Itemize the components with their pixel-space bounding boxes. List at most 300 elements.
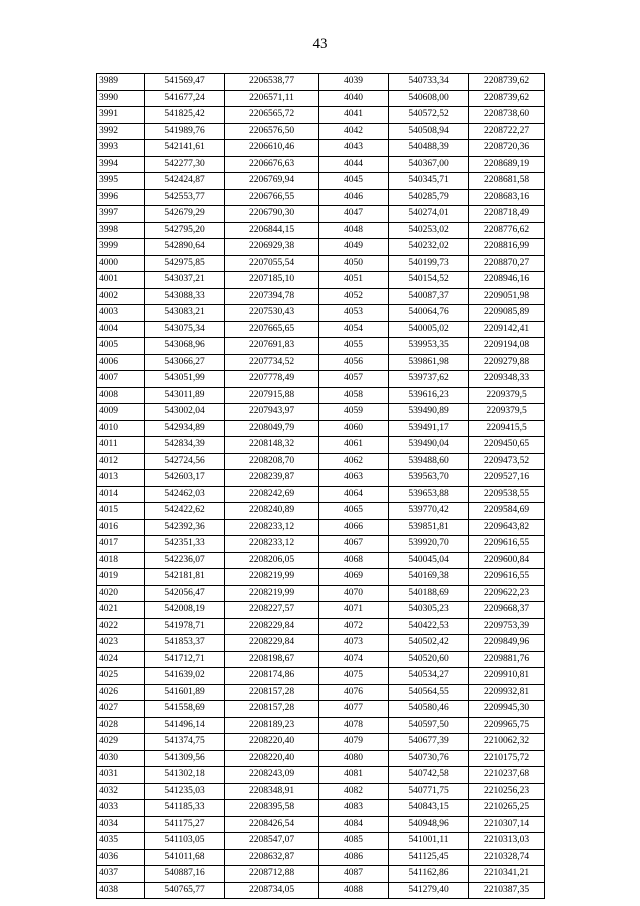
x-coordinate-right-cell: 540064,76 [389,305,469,322]
y-coordinate-left-cell: 2207394,78 [225,288,319,305]
y-coordinate-right-cell: 2208738,60 [469,107,545,124]
point-number-right-cell: 4049 [319,239,389,256]
table-row [97,486,545,503]
y-coordinate-right-cell: 2210328,74 [469,849,545,866]
table-row [97,189,545,206]
y-coordinate-left-cell: 2208220,40 [225,734,319,751]
point-number-left-cell: 4030 [97,750,145,767]
table-row [97,635,545,652]
y-coordinate-right-cell: 2209085,89 [469,305,545,322]
x-coordinate-right-cell: 540005,02 [389,321,469,338]
point-number-left-cell: 4027 [97,701,145,718]
y-coordinate-left-cell: 2208148,32 [225,437,319,454]
y-coordinate-right-cell: 2208776,62 [469,222,545,239]
x-coordinate-left-cell: 541175,27 [145,816,225,833]
x-coordinate-right-cell: 540188,69 [389,585,469,602]
y-coordinate-right-cell: 2209142,41 [469,321,545,338]
point-number-left-cell: 4018 [97,552,145,569]
y-coordinate-right-cell: 2208722,27 [469,123,545,140]
y-coordinate-left-cell: 2208049,79 [225,420,319,437]
x-coordinate-right-cell: 540305,23 [389,602,469,619]
x-coordinate-left-cell: 540887,16 [145,866,225,883]
point-number-left-cell: 4037 [97,866,145,883]
point-number-left-cell: 4034 [97,816,145,833]
point-number-left-cell: 3996 [97,189,145,206]
point-number-right-cell: 4039 [319,74,389,91]
x-coordinate-left-cell: 541496,14 [145,717,225,734]
y-coordinate-right-cell: 2209194,08 [469,338,545,355]
y-coordinate-left-cell: 2207665,65 [225,321,319,338]
x-coordinate-right-cell: 539563,70 [389,470,469,487]
table-row [97,371,545,388]
x-coordinate-right-cell: 539737,62 [389,371,469,388]
point-number-left-cell: 4006 [97,354,145,371]
point-number-right-cell: 4050 [319,255,389,272]
table-row [97,569,545,586]
y-coordinate-right-cell: 2208739,62 [469,74,545,91]
y-coordinate-left-cell: 2206929,38 [225,239,319,256]
x-coordinate-left-cell: 541712,71 [145,651,225,668]
point-number-right-cell: 4057 [319,371,389,388]
x-coordinate-right-cell: 540199,73 [389,255,469,272]
point-number-left-cell: 4002 [97,288,145,305]
x-coordinate-right-cell: 541279,40 [389,882,469,899]
x-coordinate-right-cell: 539490,04 [389,437,469,454]
y-coordinate-left-cell: 2206610,46 [225,140,319,157]
table-row [97,833,545,850]
point-number-left-cell: 4011 [97,437,145,454]
table-row [97,206,545,223]
y-coordinate-left-cell: 2206769,94 [225,173,319,190]
x-coordinate-left-cell: 542553,77 [145,189,225,206]
point-number-left-cell: 4024 [97,651,145,668]
x-coordinate-left-cell: 542679,29 [145,206,225,223]
x-coordinate-left-cell: 541185,33 [145,800,225,817]
y-coordinate-left-cell: 2206576,50 [225,123,319,140]
table-row [97,470,545,487]
y-coordinate-left-cell: 2208239,87 [225,470,319,487]
y-coordinate-right-cell: 2209584,69 [469,503,545,520]
x-coordinate-left-cell: 541235,03 [145,783,225,800]
y-coordinate-right-cell: 2208946,16 [469,272,545,289]
table-row [97,866,545,883]
y-coordinate-left-cell: 2206844,15 [225,222,319,239]
y-coordinate-left-cell: 2207185,10 [225,272,319,289]
table-row [97,255,545,272]
table-row [97,123,545,140]
table-row [97,750,545,767]
x-coordinate-left-cell: 542795,20 [145,222,225,239]
table-row [97,882,545,899]
point-number-right-cell: 4046 [319,189,389,206]
table-row [97,239,545,256]
y-coordinate-right-cell: 2208681,58 [469,173,545,190]
table-row [97,849,545,866]
y-coordinate-left-cell: 2208189,23 [225,717,319,734]
x-coordinate-right-cell: 540169,38 [389,569,469,586]
x-coordinate-right-cell: 540742,58 [389,767,469,784]
x-coordinate-right-cell: 540345,71 [389,173,469,190]
point-number-right-cell: 4076 [319,684,389,701]
point-number-left-cell: 3999 [97,239,145,256]
x-coordinate-right-cell: 540154,52 [389,272,469,289]
y-coordinate-left-cell: 2206565,72 [225,107,319,124]
y-coordinate-left-cell: 2207943,97 [225,404,319,421]
x-coordinate-left-cell: 542462,03 [145,486,225,503]
table-row [97,222,545,239]
x-coordinate-right-cell: 540520,60 [389,651,469,668]
y-coordinate-left-cell: 2206766,55 [225,189,319,206]
x-coordinate-left-cell: 541677,24 [145,90,225,107]
point-number-right-cell: 4053 [319,305,389,322]
table-row [97,288,545,305]
x-coordinate-right-cell: 540597,50 [389,717,469,734]
point-number-right-cell: 4040 [319,90,389,107]
y-coordinate-right-cell: 2209849,96 [469,635,545,652]
x-coordinate-right-cell: 539491,17 [389,420,469,437]
y-coordinate-right-cell: 2208718,49 [469,206,545,223]
y-coordinate-left-cell: 2208229,84 [225,635,319,652]
y-coordinate-right-cell: 2210307,14 [469,816,545,833]
x-coordinate-left-cell: 542236,07 [145,552,225,569]
table-row [97,585,545,602]
point-number-right-cell: 4044 [319,156,389,173]
point-number-left-cell: 4035 [97,833,145,850]
y-coordinate-right-cell: 2210341,21 [469,866,545,883]
y-coordinate-right-cell: 2209616,55 [469,569,545,586]
point-number-left-cell: 4022 [97,618,145,635]
x-coordinate-right-cell: 540232,02 [389,239,469,256]
point-number-right-cell: 4079 [319,734,389,751]
point-number-left-cell: 4013 [97,470,145,487]
x-coordinate-left-cell: 543011,89 [145,387,225,404]
point-number-left-cell: 4015 [97,503,145,520]
y-coordinate-right-cell: 2209415,5 [469,420,545,437]
point-number-right-cell: 4043 [319,140,389,157]
y-coordinate-left-cell: 2208198,67 [225,651,319,668]
point-number-left-cell: 4001 [97,272,145,289]
x-coordinate-left-cell: 541601,89 [145,684,225,701]
y-coordinate-right-cell: 2210313,03 [469,833,545,850]
point-number-right-cell: 4085 [319,833,389,850]
point-number-left-cell: 4023 [97,635,145,652]
y-coordinate-right-cell: 2209932,81 [469,684,545,701]
table-row [97,437,545,454]
point-number-left-cell: 4014 [97,486,145,503]
point-number-left-cell: 4032 [97,783,145,800]
y-coordinate-right-cell: 2210265,25 [469,800,545,817]
y-coordinate-left-cell: 2208233,12 [225,519,319,536]
x-coordinate-left-cell: 542422,62 [145,503,225,520]
y-coordinate-left-cell: 2206676,63 [225,156,319,173]
y-coordinate-left-cell: 2206538,77 [225,74,319,91]
y-coordinate-left-cell: 2207915,88 [225,387,319,404]
point-number-right-cell: 4041 [319,107,389,124]
table-row [97,140,545,157]
x-coordinate-left-cell: 541639,02 [145,668,225,685]
y-coordinate-left-cell: 2208219,99 [225,585,319,602]
table-row [97,602,545,619]
point-number-left-cell: 4005 [97,338,145,355]
table-row [97,420,545,437]
x-coordinate-right-cell: 540948,96 [389,816,469,833]
point-number-right-cell: 4068 [319,552,389,569]
point-number-left-cell: 4028 [97,717,145,734]
y-coordinate-left-cell: 2208229,84 [225,618,319,635]
y-coordinate-right-cell: 2208683,16 [469,189,545,206]
y-coordinate-right-cell: 2208870,27 [469,255,545,272]
x-coordinate-left-cell: 542424,87 [145,173,225,190]
point-number-right-cell: 4072 [319,618,389,635]
x-coordinate-right-cell: 539490,89 [389,404,469,421]
point-number-right-cell: 4054 [319,321,389,338]
x-coordinate-right-cell: 540677,39 [389,734,469,751]
point-number-left-cell: 3990 [97,90,145,107]
x-coordinate-right-cell: 539770,42 [389,503,469,520]
y-coordinate-left-cell: 2208220,40 [225,750,319,767]
point-number-right-cell: 4075 [319,668,389,685]
point-number-left-cell: 4036 [97,849,145,866]
y-coordinate-right-cell: 2209616,55 [469,536,545,553]
point-number-right-cell: 4077 [319,701,389,718]
point-number-right-cell: 4061 [319,437,389,454]
x-coordinate-left-cell: 541374,75 [145,734,225,751]
x-coordinate-right-cell: 539861,98 [389,354,469,371]
point-number-right-cell: 4086 [319,849,389,866]
point-number-left-cell: 3991 [97,107,145,124]
point-number-left-cell: 4008 [97,387,145,404]
x-coordinate-left-cell: 543066,27 [145,354,225,371]
x-coordinate-left-cell: 541569,47 [145,74,225,91]
table-row [97,272,545,289]
x-coordinate-left-cell: 542351,33 [145,536,225,553]
point-number-right-cell: 4048 [319,222,389,239]
point-number-left-cell: 4003 [97,305,145,322]
x-coordinate-right-cell: 540488,39 [389,140,469,157]
point-number-right-cell: 4070 [319,585,389,602]
y-coordinate-left-cell: 2208712,88 [225,866,319,883]
point-number-right-cell: 4080 [319,750,389,767]
y-coordinate-right-cell: 2209643,82 [469,519,545,536]
table-row [97,453,545,470]
point-number-left-cell: 3994 [97,156,145,173]
table-row [97,651,545,668]
x-coordinate-left-cell: 543088,33 [145,288,225,305]
point-number-right-cell: 4042 [319,123,389,140]
point-number-left-cell: 4012 [97,453,145,470]
point-number-right-cell: 4060 [319,420,389,437]
y-coordinate-right-cell: 2209881,76 [469,651,545,668]
x-coordinate-left-cell: 543002,04 [145,404,225,421]
x-coordinate-left-cell: 542141,61 [145,140,225,157]
y-coordinate-left-cell: 2208206,05 [225,552,319,569]
x-coordinate-right-cell: 540564,55 [389,684,469,701]
x-coordinate-left-cell: 541825,42 [145,107,225,124]
coordinates-table [96,73,545,899]
x-coordinate-left-cell: 542181,81 [145,569,225,586]
x-coordinate-right-cell: 540087,37 [389,288,469,305]
x-coordinate-left-cell: 542724,56 [145,453,225,470]
table-row [97,701,545,718]
x-coordinate-right-cell: 540733,34 [389,74,469,91]
x-coordinate-left-cell: 543075,34 [145,321,225,338]
table-row [97,668,545,685]
y-coordinate-left-cell: 2207530,43 [225,305,319,322]
x-coordinate-left-cell: 540765,77 [145,882,225,899]
point-number-right-cell: 4074 [319,651,389,668]
x-coordinate-right-cell: 540502,42 [389,635,469,652]
y-coordinate-left-cell: 2208547,07 [225,833,319,850]
y-coordinate-left-cell: 2208240,89 [225,503,319,520]
table-row [97,387,545,404]
point-number-left-cell: 4007 [97,371,145,388]
point-number-right-cell: 4059 [319,404,389,421]
x-coordinate-right-cell: 540253,02 [389,222,469,239]
x-coordinate-left-cell: 542890,64 [145,239,225,256]
x-coordinate-right-cell: 540534,27 [389,668,469,685]
y-coordinate-right-cell: 2209538,55 [469,486,545,503]
y-coordinate-left-cell: 2208632,87 [225,849,319,866]
y-coordinate-right-cell: 2209348,33 [469,371,545,388]
point-number-right-cell: 4063 [319,470,389,487]
x-coordinate-right-cell: 540367,00 [389,156,469,173]
y-coordinate-right-cell: 2210256,23 [469,783,545,800]
x-coordinate-right-cell: 541162,86 [389,866,469,883]
x-coordinate-left-cell: 543068,96 [145,338,225,355]
point-number-left-cell: 4026 [97,684,145,701]
x-coordinate-left-cell: 541302,18 [145,767,225,784]
x-coordinate-left-cell: 542392,36 [145,519,225,536]
x-coordinate-left-cell: 542277,30 [145,156,225,173]
y-coordinate-left-cell: 2208233,12 [225,536,319,553]
table-row [97,354,545,371]
y-coordinate-right-cell: 2209622,23 [469,585,545,602]
y-coordinate-left-cell: 2208395,58 [225,800,319,817]
point-number-left-cell: 4019 [97,569,145,586]
y-coordinate-right-cell: 2209945,30 [469,701,545,718]
y-coordinate-left-cell: 2207734,52 [225,354,319,371]
y-coordinate-left-cell: 2208243,09 [225,767,319,784]
point-number-left-cell: 3993 [97,140,145,157]
x-coordinate-right-cell: 539616,23 [389,387,469,404]
x-coordinate-left-cell: 541309,56 [145,750,225,767]
y-coordinate-right-cell: 2209473,52 [469,453,545,470]
x-coordinate-right-cell: 539488,60 [389,453,469,470]
point-number-left-cell: 4000 [97,255,145,272]
y-coordinate-right-cell: 2210237,68 [469,767,545,784]
x-coordinate-left-cell: 541989,76 [145,123,225,140]
point-number-right-cell: 4045 [319,173,389,190]
point-number-right-cell: 4087 [319,866,389,883]
y-coordinate-left-cell: 2208208,70 [225,453,319,470]
y-coordinate-right-cell: 2209965,75 [469,717,545,734]
point-number-left-cell: 3989 [97,74,145,91]
point-number-right-cell: 4081 [319,767,389,784]
y-coordinate-right-cell: 2209379,5 [469,404,545,421]
point-number-right-cell: 4058 [319,387,389,404]
point-number-left-cell: 3998 [97,222,145,239]
point-number-right-cell: 4073 [319,635,389,652]
x-coordinate-right-cell: 539953,35 [389,338,469,355]
y-coordinate-right-cell: 2209051,98 [469,288,545,305]
table-row [97,734,545,751]
point-number-right-cell: 4051 [319,272,389,289]
x-coordinate-left-cell: 541558,69 [145,701,225,718]
point-number-left-cell: 4029 [97,734,145,751]
y-coordinate-left-cell: 2207778,49 [225,371,319,388]
point-number-right-cell: 4069 [319,569,389,586]
y-coordinate-left-cell: 2208242,69 [225,486,319,503]
x-coordinate-right-cell: 541001,11 [389,833,469,850]
y-coordinate-left-cell: 2208348,91 [225,783,319,800]
x-coordinate-right-cell: 540274,01 [389,206,469,223]
point-number-right-cell: 4071 [319,602,389,619]
point-number-left-cell: 4021 [97,602,145,619]
x-coordinate-right-cell: 540771,75 [389,783,469,800]
point-number-left-cell: 4010 [97,420,145,437]
table-row [97,107,545,124]
point-number-right-cell: 4055 [319,338,389,355]
table-row [97,552,545,569]
x-coordinate-left-cell: 542603,17 [145,470,225,487]
page-number: 43 [312,36,328,52]
table-row [97,404,545,421]
point-number-right-cell: 4066 [319,519,389,536]
y-coordinate-left-cell: 2208227,57 [225,602,319,619]
point-number-left-cell: 4031 [97,767,145,784]
y-coordinate-left-cell: 2207055,54 [225,255,319,272]
table-row [97,305,545,322]
point-number-right-cell: 4067 [319,536,389,553]
point-number-right-cell: 4082 [319,783,389,800]
x-coordinate-right-cell: 540608,00 [389,90,469,107]
x-coordinate-right-cell: 541125,45 [389,849,469,866]
y-coordinate-right-cell: 2208720,36 [469,140,545,157]
y-coordinate-left-cell: 2206571,11 [225,90,319,107]
x-coordinate-right-cell: 540508,94 [389,123,469,140]
point-number-right-cell: 4083 [319,800,389,817]
y-coordinate-left-cell: 2208157,28 [225,701,319,718]
table-row [97,684,545,701]
x-coordinate-left-cell: 542834,39 [145,437,225,454]
x-coordinate-left-cell: 541853,37 [145,635,225,652]
table-row [97,519,545,536]
y-coordinate-left-cell: 2206790,30 [225,206,319,223]
point-number-left-cell: 4004 [97,321,145,338]
point-number-left-cell: 4009 [97,404,145,421]
x-coordinate-left-cell: 543037,21 [145,272,225,289]
point-number-right-cell: 4084 [319,816,389,833]
y-coordinate-right-cell: 2209600,84 [469,552,545,569]
x-coordinate-left-cell: 543051,99 [145,371,225,388]
y-coordinate-left-cell: 2208157,28 [225,684,319,701]
table-row [97,767,545,784]
x-coordinate-left-cell: 542934,89 [145,420,225,437]
x-coordinate-left-cell: 541978,71 [145,618,225,635]
point-number-right-cell: 4064 [319,486,389,503]
y-coordinate-right-cell: 2208689,19 [469,156,545,173]
x-coordinate-left-cell: 541011,68 [145,849,225,866]
y-coordinate-right-cell: 2208816,99 [469,239,545,256]
point-number-left-cell: 4025 [97,668,145,685]
x-coordinate-right-cell: 540422,53 [389,618,469,635]
x-coordinate-right-cell: 540843,15 [389,800,469,817]
table-row [97,173,545,190]
point-number-left-cell: 4020 [97,585,145,602]
point-number-right-cell: 4047 [319,206,389,223]
point-number-left-cell: 3995 [97,173,145,190]
point-number-right-cell: 4062 [319,453,389,470]
